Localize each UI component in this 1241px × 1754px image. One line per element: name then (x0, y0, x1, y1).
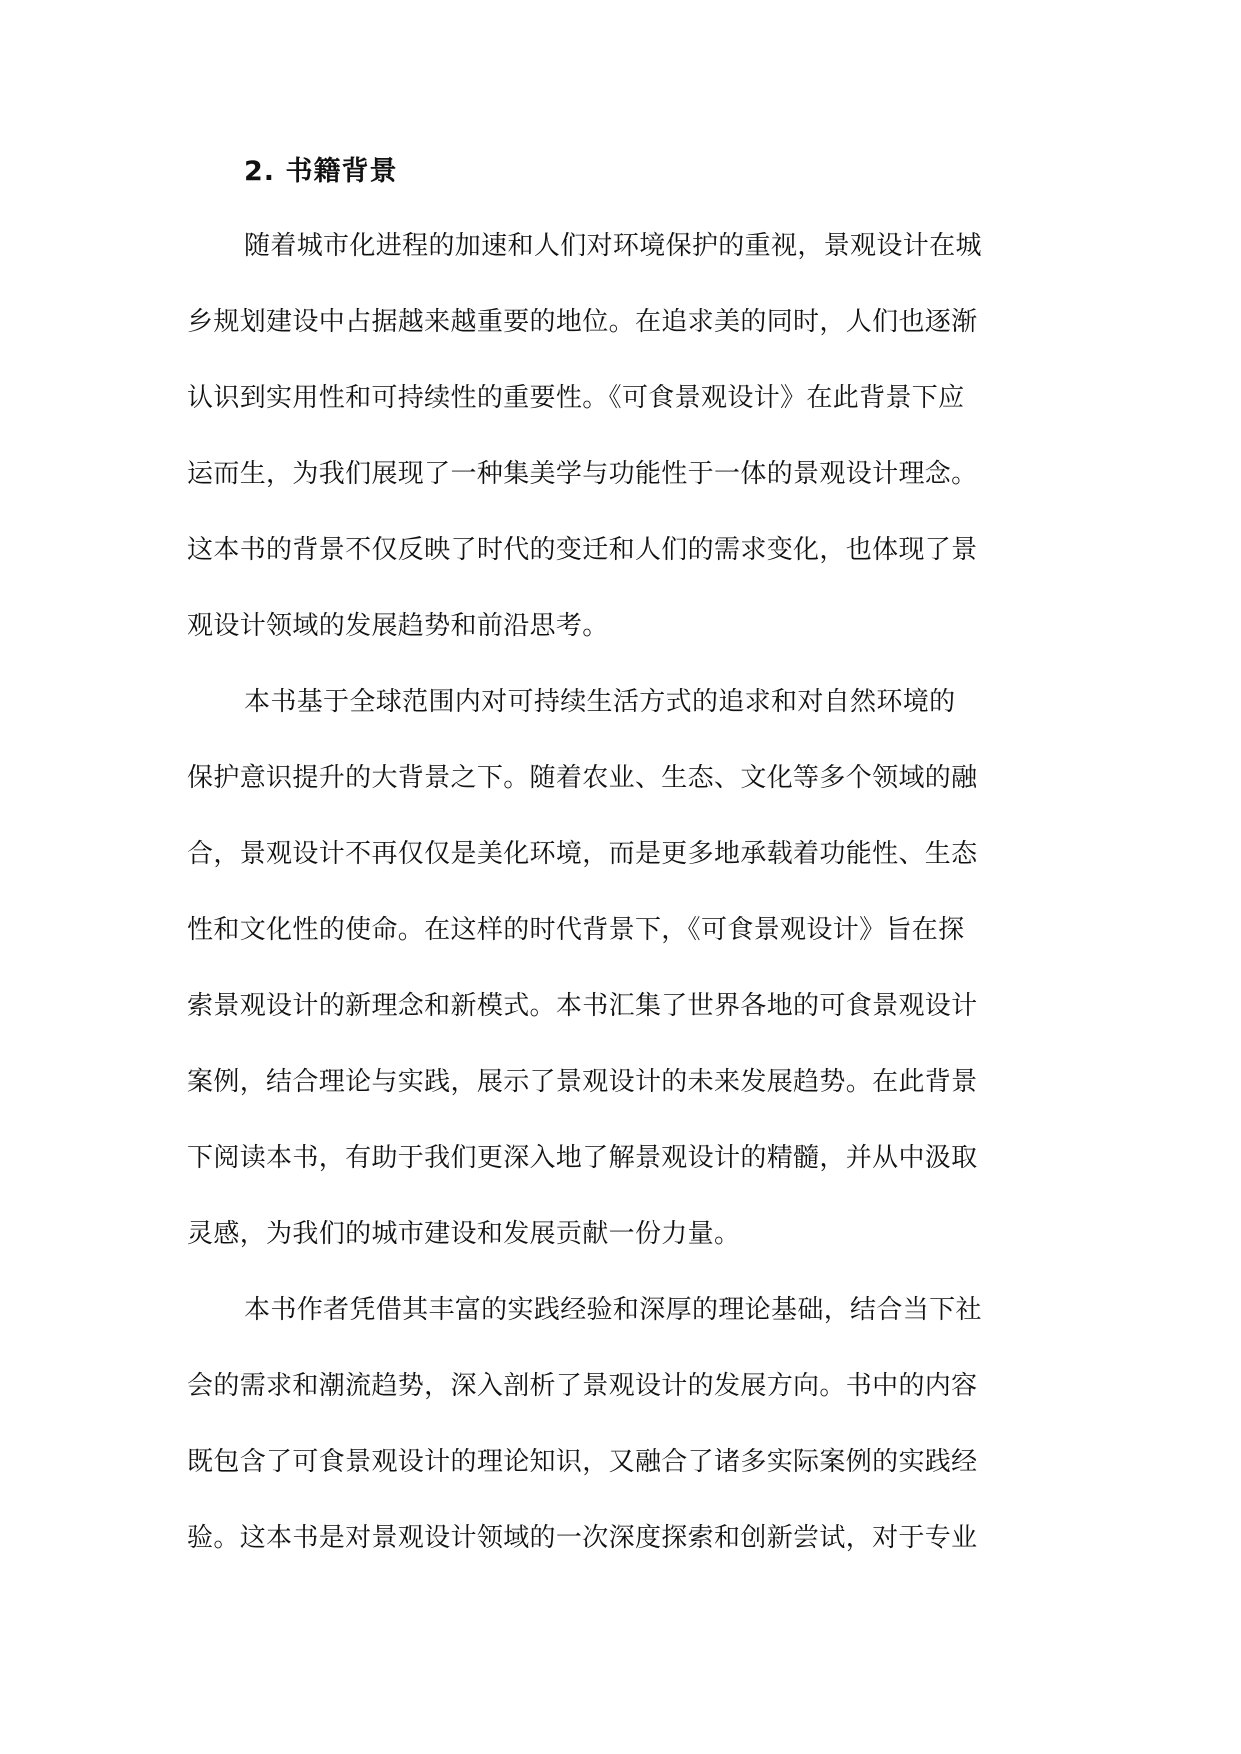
paragraph-line: 案例，结合理论与实践，展示了景观设计的未来发展趋势。在此背景 (187, 1067, 978, 1097)
paragraph-line: 验。这本书是对景观设计领域的一次深度探索和创新尝试，对于专业 (187, 1523, 978, 1553)
body-text (187, 222, 1067, 1590)
paragraph-line: 本书基于全球范围内对可持续生活方式的追求和对自然环境的 (244, 687, 956, 717)
paragraph-line: 保护意识提升的大背景之下。随着农业、生态、文化等多个领域的融 (187, 763, 978, 793)
paragraph-2 (187, 678, 1067, 1286)
paragraph-line: 索景观设计的新理念和新模式。本书汇集了世界各地的可食景观设计 (187, 991, 978, 1021)
paragraph-line: 既包含了可食景观设计的理论知识，又融合了诸多实际案例的实践经 (187, 1447, 978, 1477)
section-heading: 2. 书籍背景 (244, 156, 398, 187)
paragraph-1 (187, 222, 1067, 678)
paragraph-line: 这本书的背景不仅反映了时代的变迁和人们的需求变化，也体现了景 (187, 535, 978, 565)
paragraph-line: 下阅读本书，有助于我们更深入地了解景观设计的精髓，并从中汲取 (187, 1143, 978, 1173)
paragraph-line: 随着城市化进程的加速和人们对环境保护的重视，景观设计在城 (244, 231, 982, 261)
paragraph-line: 观设计领域的发展趋势和前沿思考。 (187, 611, 609, 641)
paragraph-line: 认识到实用性和可持续性的重要性。《可食景观设计》在此背景下应 (187, 383, 965, 413)
paragraph-line: 会的需求和潮流趋势，深入剖析了景观设计的发展方向。书中的内容 (187, 1371, 978, 1401)
paragraph-line: 运而生，为我们展现了一种集美学与功能性于一体的景观设计理念。 (187, 459, 978, 489)
paragraph-3 (187, 1286, 1067, 1590)
paragraph-line: 乡规划建设中占据越来越重要的地位。在追求美的同时，人们也逐渐 (187, 307, 978, 337)
paragraph-line: 本书作者凭借其丰富的实践经验和深厚的理论基础，结合当下社 (244, 1295, 982, 1325)
paragraph-line: 性和文化性的使命。在这样的时代背景下，《可食景观设计》旨在探 (187, 915, 965, 945)
paragraph-line: 灵感，为我们的城市建设和发展贡献一份力量。 (187, 1219, 741, 1249)
paragraph-line: 合，景观设计不再仅仅是美化环境，而是更多地承载着功能性、生态 (187, 839, 978, 869)
